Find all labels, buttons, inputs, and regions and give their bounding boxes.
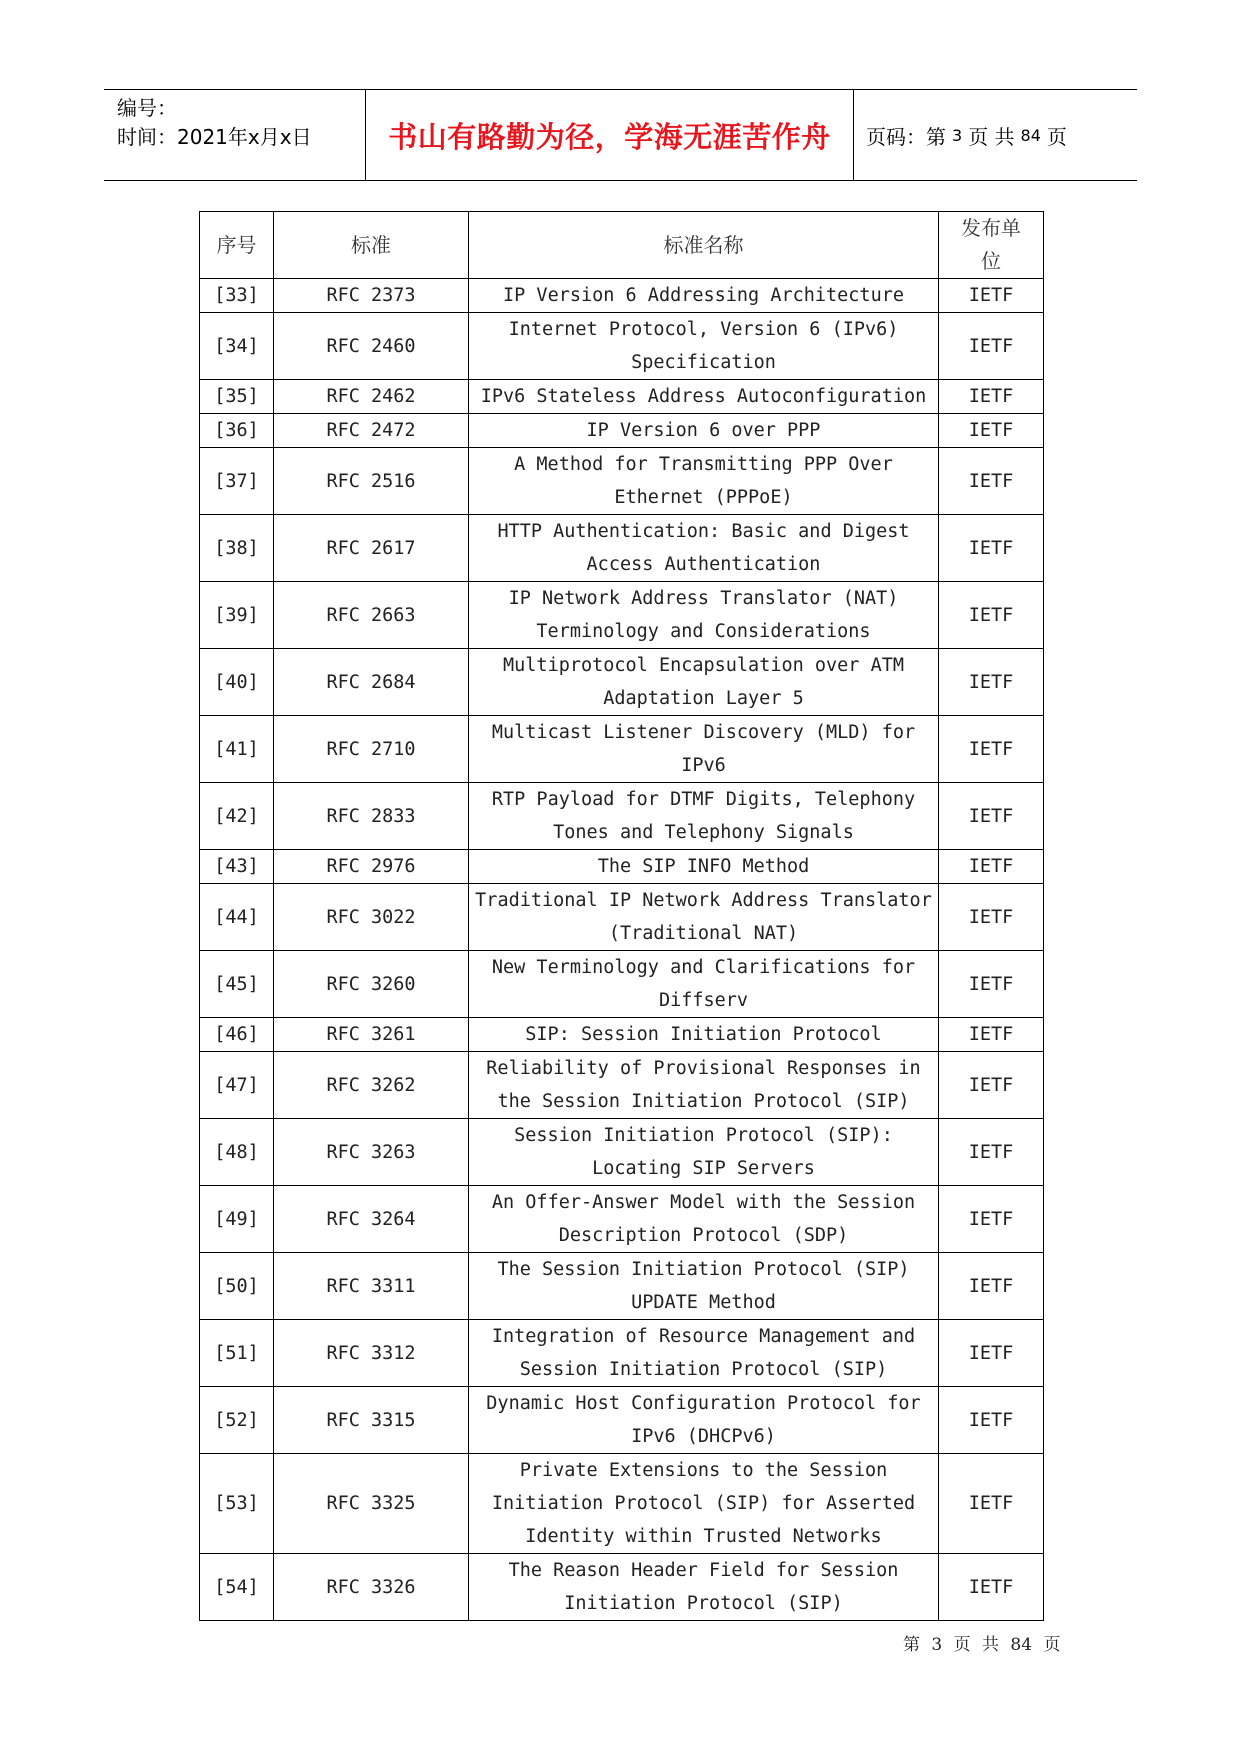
- table-row: [200, 582, 1044, 649]
- cell-standard: RFC 2462: [274, 380, 469, 414]
- cell-index: [52]: [200, 1387, 274, 1454]
- cell-index: [41]: [200, 716, 274, 783]
- cell-index: [37]: [200, 448, 274, 515]
- cell-standard: RFC 3262: [274, 1052, 469, 1119]
- table-row: [200, 1320, 1044, 1387]
- cell-standard: RFC 3315: [274, 1387, 469, 1454]
- time-label: 时间：2021年x月x日: [117, 125, 312, 149]
- cell-publisher: IETF: [939, 716, 1044, 783]
- cell-publisher: IETF: [939, 1320, 1044, 1387]
- serial-label: 编号：: [117, 96, 177, 120]
- page-total: 84: [1020, 125, 1041, 145]
- cell-standard: RFC 3264: [274, 1186, 469, 1253]
- page-number: 3: [952, 125, 963, 145]
- cell-publisher: IETF: [939, 1186, 1044, 1253]
- cell-title: HTTP Authentication: Basic and Digest Access Authentication: [469, 515, 939, 582]
- cell-standard: RFC 2617: [274, 515, 469, 582]
- cell-title: The SIP INFO Method: [469, 850, 939, 884]
- cell-index: [38]: [200, 515, 274, 582]
- cell-index: [44]: [200, 884, 274, 951]
- header-standard: 标准: [274, 212, 469, 279]
- cell-publisher: IETF: [939, 279, 1044, 313]
- table-row: [200, 414, 1044, 448]
- cell-title: The Reason Header Field for Session Initiation Protocol (SIP): [469, 1554, 939, 1621]
- cell-publisher: IETF: [939, 1554, 1044, 1621]
- cell-standard: RFC 3312: [274, 1320, 469, 1387]
- cell-title: RTP Payload for DTMF Digits, Telephony Tones and Telephony Signals: [469, 783, 939, 850]
- cell-publisher: IETF: [939, 414, 1044, 448]
- header-page-info: [854, 90, 1137, 180]
- cell-index: [42]: [200, 783, 274, 850]
- page-label-mid: 页 共: [968, 124, 1015, 149]
- cell-publisher: IETF: [939, 649, 1044, 716]
- cell-publisher: IETF: [939, 1018, 1044, 1052]
- cell-standard: RFC 2472: [274, 414, 469, 448]
- cell-title: A Method for Transmitting PPP Over Ethernet (PPPoE): [469, 448, 939, 515]
- cell-title: Multicast Listener Discovery (MLD) for IPv6: [469, 716, 939, 783]
- table-row: [200, 1052, 1044, 1119]
- cell-index: [50]: [200, 1253, 274, 1320]
- cell-standard: RFC 2516: [274, 448, 469, 515]
- cell-title: Internet Protocol, Version 6 (IPv6) Specification: [469, 313, 939, 380]
- cell-standard: RFC 3326: [274, 1554, 469, 1621]
- cell-title: Traditional IP Network Address Translator (Traditional NAT): [469, 884, 939, 951]
- cell-publisher: IETF: [939, 850, 1044, 884]
- cell-standard: RFC 3325: [274, 1454, 469, 1554]
- cell-index: [34]: [200, 313, 274, 380]
- table-row: [200, 1119, 1044, 1186]
- cell-title: New Terminology and Clarifications for Diffserv: [469, 951, 939, 1018]
- cell-index: [39]: [200, 582, 274, 649]
- cell-publisher: IETF: [939, 380, 1044, 414]
- table-row: [200, 649, 1044, 716]
- table-row: [200, 279, 1044, 313]
- cell-title: An Offer-Answer Model with the Session Description Protocol (SDP): [469, 1186, 939, 1253]
- table-row: [200, 1253, 1044, 1320]
- table-row: [200, 1554, 1044, 1621]
- cell-index: [45]: [200, 951, 274, 1018]
- cell-index: [43]: [200, 850, 274, 884]
- cell-publisher: IETF: [939, 313, 1044, 380]
- cell-standard: RFC 2710: [274, 716, 469, 783]
- cell-index: [33]: [200, 279, 274, 313]
- table-row: [200, 313, 1044, 380]
- cell-title: Session Initiation Protocol (SIP): Locating SIP Servers: [469, 1119, 939, 1186]
- page-footer: 第 3 页 共 84 页: [903, 1635, 1061, 1655]
- cell-publisher: IETF: [939, 884, 1044, 951]
- cell-index: [36]: [200, 414, 274, 448]
- cell-index: [35]: [200, 380, 274, 414]
- cell-publisher: IETF: [939, 448, 1044, 515]
- cell-standard: RFC 2460: [274, 313, 469, 380]
- cell-publisher: IETF: [939, 1454, 1044, 1554]
- page-label-suffix: 页: [1046, 124, 1067, 149]
- cell-index: [49]: [200, 1186, 274, 1253]
- cell-publisher: IETF: [939, 1052, 1044, 1119]
- table-row: [200, 951, 1044, 1018]
- cell-publisher: IETF: [939, 1387, 1044, 1454]
- cell-title: SIP: Session Initiation Protocol: [469, 1018, 939, 1052]
- header-meta: [104, 90, 366, 180]
- header-publisher: 发布单位: [939, 212, 1044, 279]
- cell-publisher: IETF: [939, 951, 1044, 1018]
- cell-title: IPv6 Stateless Address Autoconfiguration: [469, 380, 939, 414]
- cell-title: IP Version 6 over PPP: [469, 414, 939, 448]
- motto: 书山有路勤为径，学海无涯苦作舟: [388, 119, 831, 154]
- cell-standard: RFC 3263: [274, 1119, 469, 1186]
- cell-standard: RFC 2976: [274, 850, 469, 884]
- header-title: 标准名称: [469, 212, 939, 279]
- table-row: [200, 884, 1044, 951]
- cell-publisher: IETF: [939, 783, 1044, 850]
- cell-title: Integration of Resource Management and Session Initiation Protocol (SIP): [469, 1320, 939, 1387]
- cell-index: [47]: [200, 1052, 274, 1119]
- cell-title: Dynamic Host Configuration Protocol for IPv6 (DHCPv6): [469, 1387, 939, 1454]
- cell-title: IP Network Address Translator (NAT) Terminology and Considerations: [469, 582, 939, 649]
- cell-standard: RFC 3022: [274, 884, 469, 951]
- standards-table: [199, 211, 1044, 1621]
- cell-standard: RFC 2663: [274, 582, 469, 649]
- cell-standard: RFC 2373: [274, 279, 469, 313]
- table-row: [200, 850, 1044, 884]
- table-row: [200, 448, 1044, 515]
- table-row: [200, 1387, 1044, 1454]
- page-label-prefix: 页码：第: [866, 124, 946, 149]
- cell-index: [54]: [200, 1554, 274, 1621]
- table-row: [200, 1186, 1044, 1253]
- table-row: [200, 783, 1044, 850]
- cell-index: [46]: [200, 1018, 274, 1052]
- page-header: [104, 89, 1137, 181]
- table-row: [200, 716, 1044, 783]
- table-row: [200, 515, 1044, 582]
- cell-publisher: IETF: [939, 582, 1044, 649]
- cell-title: IP Version 6 Addressing Architecture: [469, 279, 939, 313]
- table-row: [200, 380, 1044, 414]
- cell-publisher: IETF: [939, 1119, 1044, 1186]
- table-row: [200, 1018, 1044, 1052]
- cell-standard: RFC 2684: [274, 649, 469, 716]
- cell-index: [48]: [200, 1119, 274, 1186]
- table-body: [200, 279, 1044, 1621]
- cell-standard: RFC 3261: [274, 1018, 469, 1052]
- header-index: 序号: [200, 212, 274, 279]
- cell-title: Reliability of Provisional Responses in the Session Initiation Protocol (SIP): [469, 1052, 939, 1119]
- cell-standard: RFC 3311: [274, 1253, 469, 1320]
- cell-index: [51]: [200, 1320, 274, 1387]
- cell-index: [40]: [200, 649, 274, 716]
- cell-index: [53]: [200, 1454, 274, 1554]
- cell-standard: RFC 2833: [274, 783, 469, 850]
- cell-publisher: IETF: [939, 515, 1044, 582]
- cell-title: Multiprotocol Encapsulation over ATM Adaptation Layer 5: [469, 649, 939, 716]
- cell-title: The Session Initiation Protocol (SIP) UPDATE Method: [469, 1253, 939, 1320]
- cell-publisher: IETF: [939, 1253, 1044, 1320]
- header-motto-cell: [366, 90, 854, 180]
- cell-title: Private Extensions to the Session Initiation Protocol (SIP) for Asserted Identity within Trusted Networks: [469, 1454, 939, 1554]
- table-header-row: [200, 212, 1044, 279]
- cell-standard: RFC 3260: [274, 951, 469, 1018]
- table-row: [200, 1454, 1044, 1554]
